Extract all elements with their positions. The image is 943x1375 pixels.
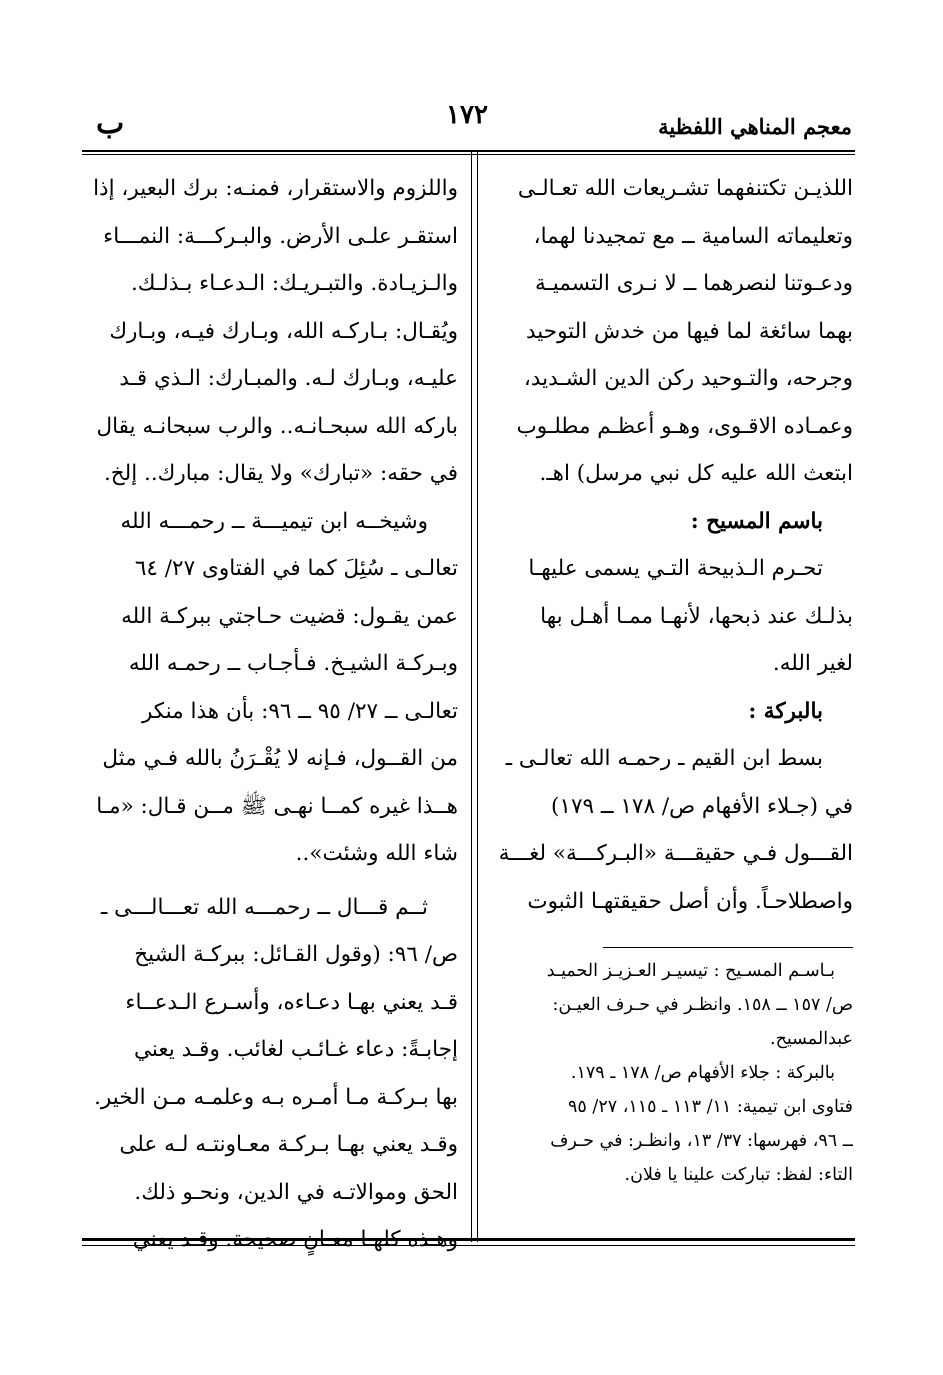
text-line: والـزيـادة. والتبـريـك: الـدعـاء بـذلـك. [130, 271, 458, 296]
footnote-line: ص/ ١٥٧ ــ ١٥٨. وانظـر في حـرف العيـن: [552, 995, 853, 1015]
page-header [82, 100, 852, 148]
text-line: وعمـاده الاقـوى، وهـو أعظـم مطلـوب [516, 413, 853, 439]
text-line: بهما سائغة لما فيها من خدش التوحيد [526, 318, 853, 344]
text-line: بها بـركـة مـا أمـره بـه وعلمـه مـن الخير. [94, 1084, 458, 1110]
text-line: الحق وموالاتـه في الدين، ونحـو ذلك. [134, 1179, 458, 1205]
left-column [86, 165, 458, 1264]
right-column [493, 165, 853, 1192]
header-rule-thin [82, 154, 855, 155]
text-line: وبـركـة الشيـخ. فـأجـاب ــ رحمـه الله [128, 651, 458, 676]
text-line: تعالـى ـ سُئِلَ كما في الفتاوى ٢٧/ ٦٤ [134, 556, 458, 581]
text-line: هــذا غيره كمــا نهـى ﷺ مــن قـال: «مـا [96, 793, 458, 819]
page-number: ١٧٢ [446, 100, 488, 130]
header-rule [82, 150, 855, 152]
footer-rule-thin [82, 1245, 855, 1246]
text-line: وهـذه كلهـا معـانٍ صحيحة. وقـد يعني [132, 1227, 458, 1252]
footnote-line: عبدالمسيح. [770, 1029, 853, 1049]
text-line: ثــم قـــال ــ رحمـــه الله تعـــالـــى ـ [100, 894, 428, 920]
footnote-line: بـاسـم المسـيح : تيسيـر العـزيـز الحميـد [546, 961, 835, 981]
text-line: من القــول، فـإنه لا يُقْـرَنُ بالله فـي مثل [102, 746, 458, 771]
text-line: وجرحه، والتـوحيد ركن الدين الشـديد، [523, 366, 853, 391]
text-line: وقـد يعني بهـا بـركـة معـاونتـه لـه على [119, 1132, 458, 1157]
text-line: في حقه: «تبارك» ولا يقال: مبارك.. إلخ. [103, 461, 458, 486]
column-divider [471, 152, 472, 1242]
text-line: ص/ ٩٦: (وقول القـائل: ببركـة الشيخ [134, 942, 458, 967]
footer-rule [82, 1238, 855, 1241]
entry-heading: باسم المسيح : [690, 508, 823, 534]
text-line: بذلـك عند ذبحها، لأنهـا ممـا أهـل بها [540, 603, 853, 629]
book-title: معجم المناهي اللفظية [658, 114, 852, 139]
section-letter: ب [96, 106, 125, 141]
text-line: عمن يقـول: قضيت حـاجتي ببركـة الله [121, 603, 458, 629]
footnote-line: ــ ٩٦، فهرسها: ٣٧/ ١٣، وانظـر: في حـرف [550, 1131, 853, 1151]
entry-heading: بالبركة : [748, 698, 823, 724]
text-line: شاء الله وشئت».. [295, 841, 458, 866]
footnote-rule [603, 947, 853, 948]
text-line: لغير الله. [772, 651, 853, 676]
text-line: عليـه، وبـارك لـه. والمبـارك: الـذي قـد [119, 366, 458, 391]
text-line: تعالـى ــ ٢٧/ ٩٥ ــ ٩٦: بأن هذا منكر [141, 698, 458, 724]
text-line: واللزوم والاستقرار، فمنـه: برك البعير، إذا [93, 176, 458, 201]
text-line: واصطلاحـاً. وأن أصل حقيقتهـا الثبوت [527, 888, 853, 914]
text-line: وشيخــه ابن تيميـــة ــ رحمـــه الله [120, 508, 428, 534]
text-line: وتعليماته السامية ــ مع تمجيدنا لهما، [533, 223, 853, 249]
text-line: اللذيـن تكتنفهما تشـريعات الله تعـالـى [517, 176, 853, 201]
column-divider-inner [477, 152, 478, 1242]
footnote-line: التاء: لفظ: تباركت علينا يا فلان. [624, 1165, 853, 1185]
text-line: باركه الله سبحـانـه.. والرب سبحانـه يقال [96, 413, 458, 439]
text-line: إجابـةً: دعاء غـائـب لغائب. وقـد يعني [133, 1037, 458, 1062]
text-line: بسط ابن القيم ـ رحمـه الله تعالـى ـ [505, 746, 823, 771]
text-line: تحـرم الـذبيحة التـي يسمى عليهـا [528, 556, 823, 581]
text-line: ودعـوتنا لنصرهما ــ لا نـرى التسميـة [534, 271, 853, 296]
text-line: القـــول فـي حقيقـــة «البـركـــة» لغـــة [498, 841, 853, 866]
text-line: استقـر علـى الأرض. والبـركـــة: النمـــاء [103, 223, 458, 249]
text-line: ابتعث الله عليه كل نبي مرسل) اهـ. [539, 461, 853, 486]
text-line: قـد يعني بهـا دعـاءه، وأسـرع الـدعــاء [125, 989, 458, 1015]
footnote-line: فتاوى ابن تيمية: ١١/ ١١٣ ـ ١١٥، ٢٧/ ٩٥ [568, 1097, 853, 1117]
text-line: ويُقـال: بـاركـه الله، وبـارك فيـه، وبـارك [109, 318, 458, 344]
text-line: في (جـلاء الأفهام ص/ ١٧٨ ــ ١٧٩) [551, 793, 853, 819]
footnote-line: بالبركة : جلاء الأفهام ص/ ١٧٨ ـ ١٧٩. [570, 1063, 835, 1083]
